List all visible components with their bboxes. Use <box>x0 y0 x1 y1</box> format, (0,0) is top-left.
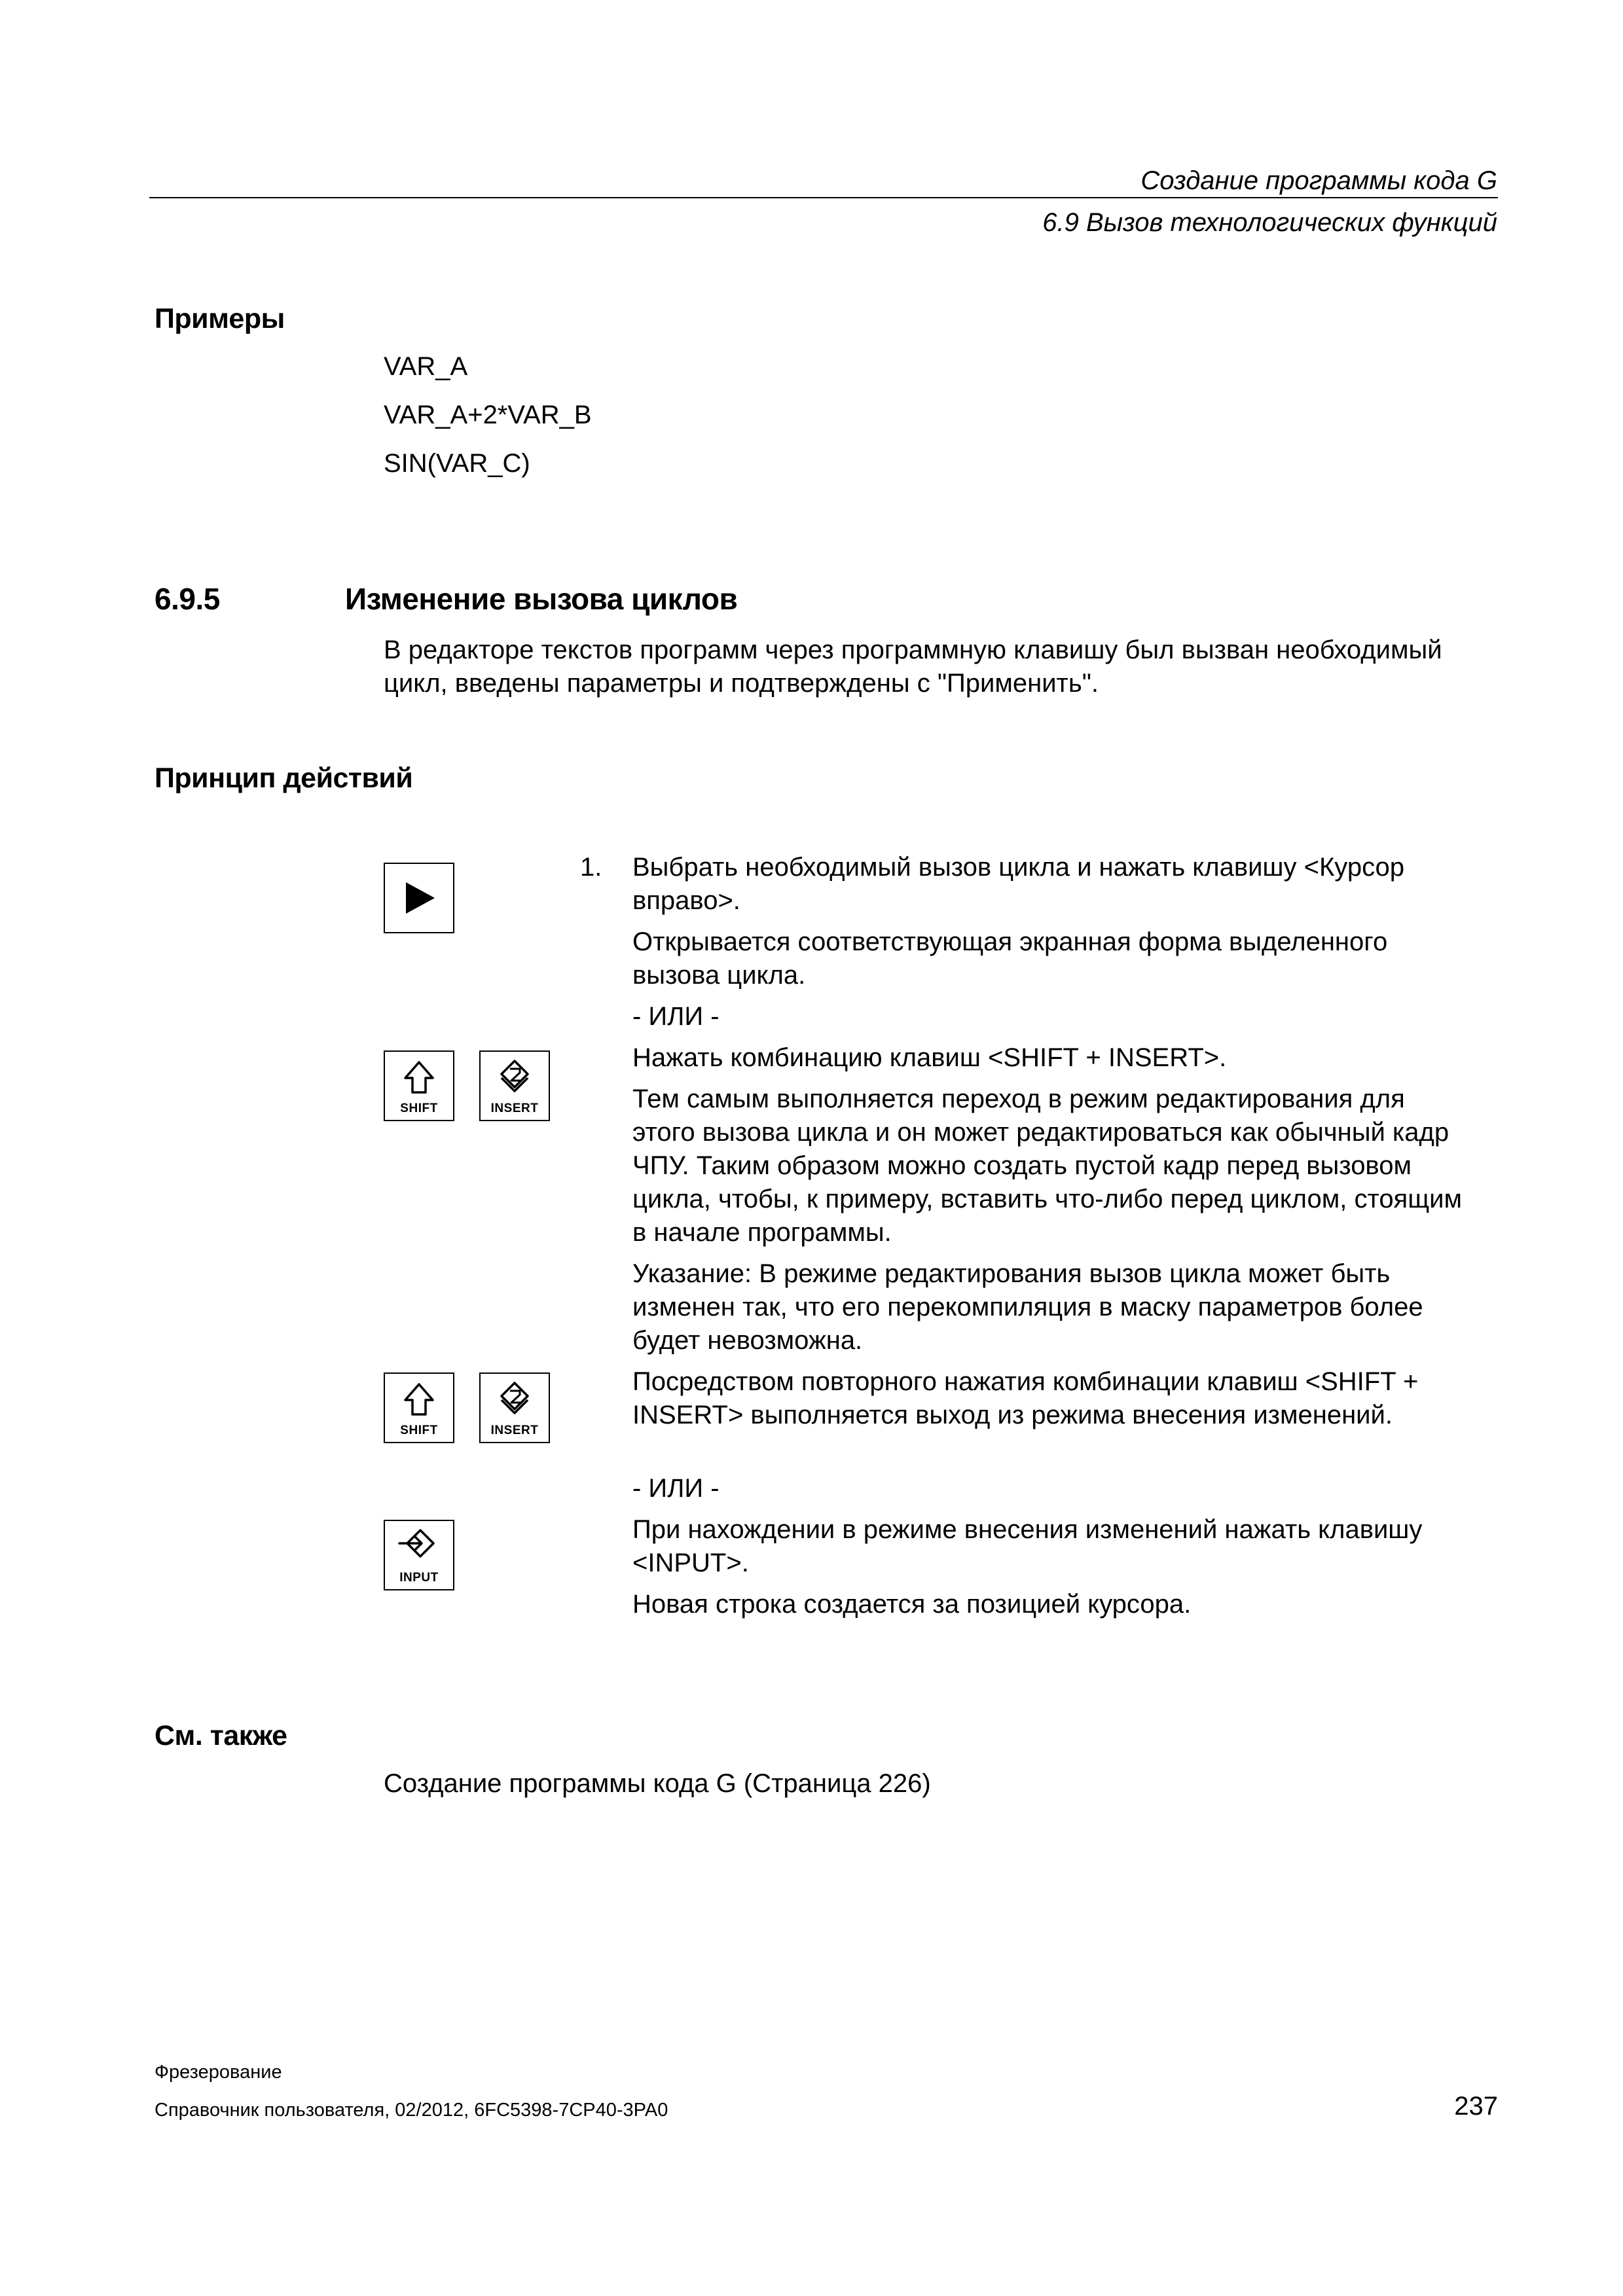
input-key-label: INPUT <box>399 1571 439 1585</box>
step-content <box>632 851 1503 1621</box>
page-number: 237 <box>1454 2092 1498 2121</box>
insert-key-label: INSERT <box>490 1102 539 1115</box>
repeat-text <box>632 1365 1503 1432</box>
shift-key-label: SHIFT <box>400 1102 438 1115</box>
section-intro <box>384 634 1442 700</box>
text-line: цикла, чтобы, к примеру, вставить что-либо перед циклом, стоящим <box>632 1185 1462 1213</box>
insert-key <box>479 1372 550 1443</box>
see-also-link[interactable]: Создание программы кода G (Страница 226) <box>384 1769 931 1798</box>
note-text <box>632 1257 1503 1357</box>
shift-key <box>384 1050 454 1121</box>
example-line: SIN(VAR_C) <box>384 449 530 478</box>
input-key <box>384 1520 454 1590</box>
text-line: Открывается соответствующая экранная форма выделенного <box>632 927 1388 956</box>
see-also-heading: См. также <box>155 1720 287 1751</box>
or-separator: - ИЛИ - <box>632 1002 720 1031</box>
text-line: ЧПУ. Таким образом можно создать пустой кадр перед вызовом <box>632 1151 1412 1180</box>
running-header-subtitle: 6.9 Вызов технологических функций <box>1042 208 1497 237</box>
opens-text <box>632 925 1503 992</box>
text-line: Тем самым выполняется переход в режим редактирования для <box>632 1085 1405 1113</box>
text-line: будет невозможна. <box>632 1326 863 1355</box>
header-rule <box>149 197 1498 198</box>
section-number: 6.9.5 <box>155 582 220 616</box>
step1-text <box>632 851 1503 918</box>
text-line: Указание: В режиме редактирования вызов цикла может быть <box>632 1259 1391 1288</box>
text-line: этого вызова цикла и он может редактироваться как обычный кадр <box>632 1118 1450 1147</box>
step-number: 1. <box>580 853 602 882</box>
input-text <box>632 1513 1503 1580</box>
cursor-right-key <box>384 863 454 933</box>
text-line: в начале программы. <box>632 1218 892 1247</box>
footer-manual: Справочник пользователя, 02/2012, 6FC5398-7CP40-3PA0 <box>155 2100 668 2121</box>
text-line: вызова цикла. <box>632 961 806 990</box>
examples-heading: Примеры <box>155 303 285 334</box>
shift-key <box>384 1372 454 1443</box>
text-line: Посредством повторного нажатия комбинации клавиш <SHIFT + <box>632 1367 1419 1396</box>
text-line: <INPUT>. <box>632 1549 749 1577</box>
section-title: Изменение вызова циклов <box>345 582 738 616</box>
press-combo-text: Нажать комбинацию клавиш <SHIFT + INSERT>. <box>632 1043 1227 1072</box>
shift-key-label: SHIFT <box>400 1424 438 1437</box>
intro-line: В редакторе текстов программ через программную клавишу был вызван необходимый <box>384 636 1442 664</box>
intro-line: цикл, введены параметры и подтверждены с "Применить". <box>384 669 1099 698</box>
cursor-right-icon <box>385 864 453 932</box>
insert-key <box>479 1050 550 1121</box>
edit-mode-text <box>632 1083 1503 1249</box>
text-line: изменен так, что его перекомпиляция в маску параметров более <box>632 1293 1423 1321</box>
text-line: вправо>. <box>632 886 740 915</box>
footer-product: Фрезерование <box>155 2062 282 2083</box>
insert-key-label: INSERT <box>490 1424 539 1437</box>
or-separator: - ИЛИ - <box>632 1474 720 1503</box>
running-header-title: Создание программы кода G <box>1140 166 1497 195</box>
text-line: Выбрать необходимый вызов цикла и нажать клавишу <Курсор <box>632 853 1405 882</box>
text-line: При нахождении в режиме внесения изменений нажать клавишу <box>632 1515 1423 1544</box>
principle-heading: Принцип действий <box>155 762 413 794</box>
example-line: VAR_A+2*VAR_B <box>384 401 592 429</box>
example-line: VAR_A <box>384 352 468 381</box>
new-line-text: Новая строка создается за позицией курсора. <box>632 1590 1192 1619</box>
text-line: INSERT> выполняется выход из режима внесения изменений. <box>632 1401 1393 1429</box>
